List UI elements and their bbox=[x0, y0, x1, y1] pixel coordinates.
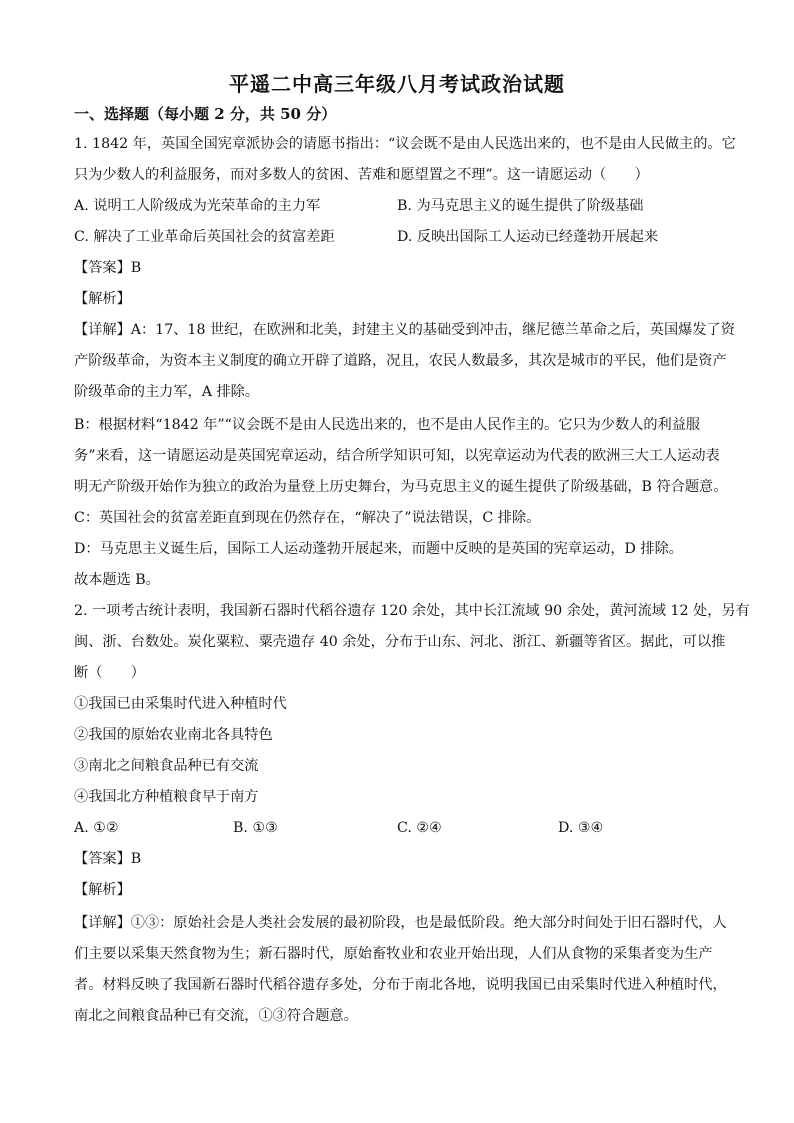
q2-option-b: B. ①③ bbox=[233, 820, 278, 836]
q1-answer: 【答案】B bbox=[74, 260, 142, 276]
q1-analysis-line-4: B：根据材料“1842 年”“议会既不是由人民选出来的，也不是由人民作主的。它只为少数人的利益服 bbox=[74, 417, 701, 433]
q2-option-a: A. ①② bbox=[74, 820, 119, 836]
q1-analysis-label: 【解析】 bbox=[74, 291, 131, 307]
q1-analysis-line-6: 明无产阶级开始作为独立的政治为量登上历史舞台，为马克思主义的诞生提供了阶级基础，B 符合题意。 bbox=[74, 479, 728, 495]
q2-stem-line-1: 2. 一项考古统计表明，我国新石器时代稻谷遗存 120 余处，其中长江流域 90 余处，黄河流域 12 处，另有 bbox=[74, 603, 750, 619]
q1-analysis-line-1: 【详解】A：17、18 世纪，在欧洲和北美，封建主义的基础受到冲击，继尼德兰革命之后，英国爆发了资 bbox=[74, 322, 735, 338]
q2-answer: 【答案】B bbox=[74, 851, 142, 867]
q1-stem-line-2: 只为少数人的利益服务，而对多数人的贫困、苦难和愿望置之不理”。这一请愿运动（ ） bbox=[74, 167, 649, 183]
q2-option-d: D. ③④ bbox=[558, 820, 604, 836]
q2-analysis-line-4: 南北之间粮食品种已有交流，①③符合题意。 bbox=[74, 1008, 358, 1024]
page-title: 平遥二中高三年级八月考试政治试题 bbox=[229, 72, 565, 96]
q1-analysis-line-7: C：英国社会的贫富差距直到现在仍然存在，“解决了”说法错误，C 排除。 bbox=[74, 510, 541, 526]
q2-statement-4: ④我国北方种植粮食早于南方 bbox=[74, 789, 259, 805]
q2-stem-line-2: 闽、浙、台数处。炭化粟粒、粟壳遗存 40 余处，分布于山东、河北、浙江、新疆等省区。据此，可以推 bbox=[74, 634, 726, 650]
q1-analysis-line-2: 产阶级革命，为资本主义制度的确立开辟了道路，况且，农民人数最多，其次是城市的平民，他们是资产 bbox=[74, 353, 727, 369]
q2-statement-2: ②我国的原始农业南北各具特色 bbox=[74, 727, 273, 743]
q2-statement-1: ①我国已由采集时代进入种植时代 bbox=[74, 696, 287, 712]
q1-option-d: D. 反映出国际工人运动已经蓬勃开展起来 bbox=[397, 229, 659, 245]
q2-stem-line-3: 断（ ） bbox=[74, 665, 145, 681]
q1-option-a: A. 说明工人阶级成为光荣革命的主力军 bbox=[74, 198, 321, 214]
q1-analysis-line-5: 务”来看，这一请愿运动是英国宪章运动，结合所学知识可知，以宪章运动为代表的欧洲三大工人运动表 bbox=[74, 448, 720, 464]
q2-statement-3: ③南北之间粮食品种已有交流 bbox=[74, 758, 259, 774]
q1-analysis-line-3: 阶级革命的主力军，A 排除。 bbox=[74, 384, 260, 400]
section-heading: 一、选择题（每小题 2 分，共 50 分） bbox=[74, 105, 337, 123]
q1-stem-line-1: 1. 1842 年，英国全国宪章派协会的请愿书指出：“议会既不是由人民选出来的，也不是由人民做主的。它 bbox=[74, 136, 736, 152]
q1-analysis-line-8: D：马克思主义诞生后，国际工人运动蓬勃开展起来，而题中反映的是英国的宪章运动，D 排除。 bbox=[74, 541, 683, 557]
q2-analysis-label: 【解析】 bbox=[74, 882, 131, 898]
q2-option-c: C. ②④ bbox=[397, 820, 442, 836]
q1-option-b: B. 为马克思主义的诞生提供了阶级基础 bbox=[397, 198, 644, 214]
q1-analysis-line-9: 故本题选 B。 bbox=[74, 572, 160, 588]
q2-analysis-line-3: 者。材料反映了我国新石器时代稻谷遗存多处，分布于南北各地，说明我国已由采集时代进入种植时代， bbox=[74, 977, 727, 993]
q2-analysis-line-1: 【详解】①③：原始社会是人类社会发展的最初阶段，也是最低阶段。绝大部分时间处于旧石器时代，人 bbox=[74, 915, 727, 931]
q1-option-c: C. 解决了工业革命后英国社会的贫富差距 bbox=[74, 229, 335, 245]
q2-analysis-line-2: 们主要以采集天然食物为生；新石器时代，原始畜牧业和农业开始出现，人们从食物的采集者变为生产 bbox=[74, 946, 713, 962]
